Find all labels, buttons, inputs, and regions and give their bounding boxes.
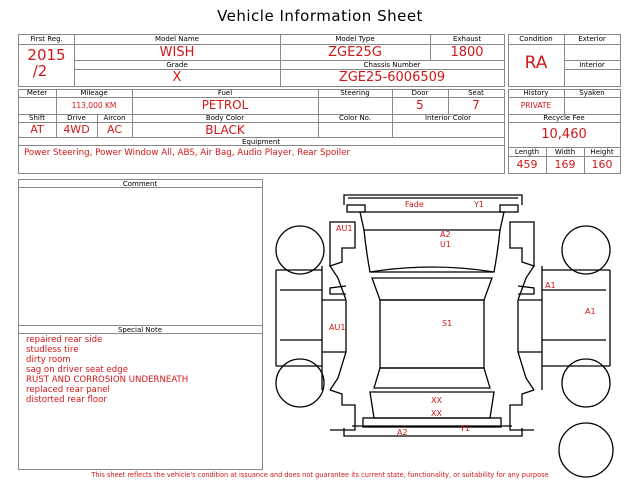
damage-mark-xx: XX	[431, 396, 442, 405]
damage-mark-xx: XX	[431, 409, 442, 418]
special-note-item: studless tire	[26, 345, 79, 355]
damage-mark-au1-front: AU1	[336, 224, 353, 233]
recycle-fee-label: Recycle Fee	[543, 114, 585, 122]
special-note-item: sag on driver seat edge	[26, 365, 128, 375]
exterior-label: Exterior	[578, 35, 606, 43]
height-value: 160	[591, 158, 613, 171]
chassis-number-value: ZGE25-6006509	[338, 70, 446, 85]
width-value: 169	[554, 158, 576, 171]
condition-value: RA	[524, 53, 548, 73]
disclaimer-footer: This sheet reflects the vehicle's condition at issuance and does not guarantee its current state, functionality, or suitability for any purpose	[91, 471, 549, 479]
comment-label: Comment	[122, 180, 158, 188]
chassis-number-label: Chassis Number	[363, 61, 421, 69]
damage-mark-a2-rear: A2	[397, 428, 408, 437]
interior-label: Interior	[579, 61, 605, 69]
syaken-label: Syaken	[579, 89, 605, 97]
interior-color-label: Interior Color	[424, 114, 472, 122]
recycle-fee-value: 10,460	[541, 127, 587, 142]
damage-mark-a1-right-rear: A1	[585, 307, 596, 316]
aircon-value: AC	[106, 123, 122, 136]
shift-label: Shift	[29, 114, 45, 122]
equipment-value: Power Steering, Power Window All, ABS, Air Bag, Audio Player, Rear Spoiler	[24, 148, 351, 158]
body-color-value: BLACK	[205, 123, 245, 137]
damage-mark-fade: Fade	[405, 200, 424, 209]
history-label: History	[523, 89, 549, 97]
door-value: 5	[416, 98, 424, 112]
special-note-item: dirty room	[26, 355, 71, 365]
mileage-value: 113,000 KM	[71, 101, 117, 110]
special-note-item: distorted rear floor	[26, 395, 107, 405]
shift-value: AT	[30, 123, 44, 136]
steering-label: Steering	[340, 89, 370, 97]
aircon-label: Aircon	[103, 114, 126, 122]
damage-mark-u1-hood: U1	[440, 240, 451, 249]
exhaust-value: 1800	[450, 45, 484, 60]
mileage-label: Mileage	[80, 89, 108, 97]
damage-mark-s1-roof: S1	[442, 319, 453, 328]
exhaust-label: Exhaust	[452, 35, 482, 43]
drive-value: 4WD	[63, 123, 90, 136]
seat-label: Seat	[468, 89, 484, 97]
length-value: 459	[516, 158, 538, 171]
height-label: Height	[590, 148, 614, 156]
damage-mark-au1-left: AU1	[329, 323, 346, 332]
first-reg-label: First Reg.	[30, 35, 63, 43]
meter-label: Meter	[26, 89, 48, 97]
body-color-label: Body Color	[205, 114, 245, 122]
special-note-item: RUST AND CORROSION UNDERNEATH	[26, 375, 189, 385]
model-name-label: Model Name	[155, 35, 199, 43]
length-label: Length	[514, 148, 540, 156]
damage-mark-y1-top: Y1	[474, 200, 484, 209]
damage-mark-a2-hood: A2	[440, 230, 451, 239]
grade-value: X	[172, 70, 182, 85]
first-reg-year: 2015	[27, 46, 66, 64]
damage-mark-a1-right-front: A1	[545, 281, 556, 290]
sheet-title: Vehicle Information Sheet	[217, 7, 423, 25]
equipment-label: Equipment	[242, 138, 280, 146]
fuel-label: Fuel	[217, 89, 233, 97]
model-name-value: WISH	[159, 45, 195, 60]
width-label: Width	[554, 148, 576, 156]
fuel-value: PETROL	[201, 98, 249, 112]
model-type-value: ZGE25G	[328, 45, 382, 60]
seat-value: 7	[472, 98, 480, 112]
special-note-label: Special Note	[117, 326, 163, 334]
color-no-label: Color No.	[338, 114, 372, 122]
grade-label: Grade	[166, 61, 188, 69]
special-note-item: repaired rear side	[26, 335, 103, 345]
special-note-item: replaced rear panel	[26, 385, 110, 395]
drive-label: Drive	[67, 114, 86, 122]
door-label: Door	[411, 89, 429, 97]
condition-label: Condition	[519, 35, 553, 43]
model-type-label: Model Type	[335, 35, 375, 43]
first-reg-month: /2	[32, 62, 48, 80]
damage-mark-y1-rear: Y1	[460, 424, 470, 433]
history-value: PRIVATE	[520, 101, 552, 110]
